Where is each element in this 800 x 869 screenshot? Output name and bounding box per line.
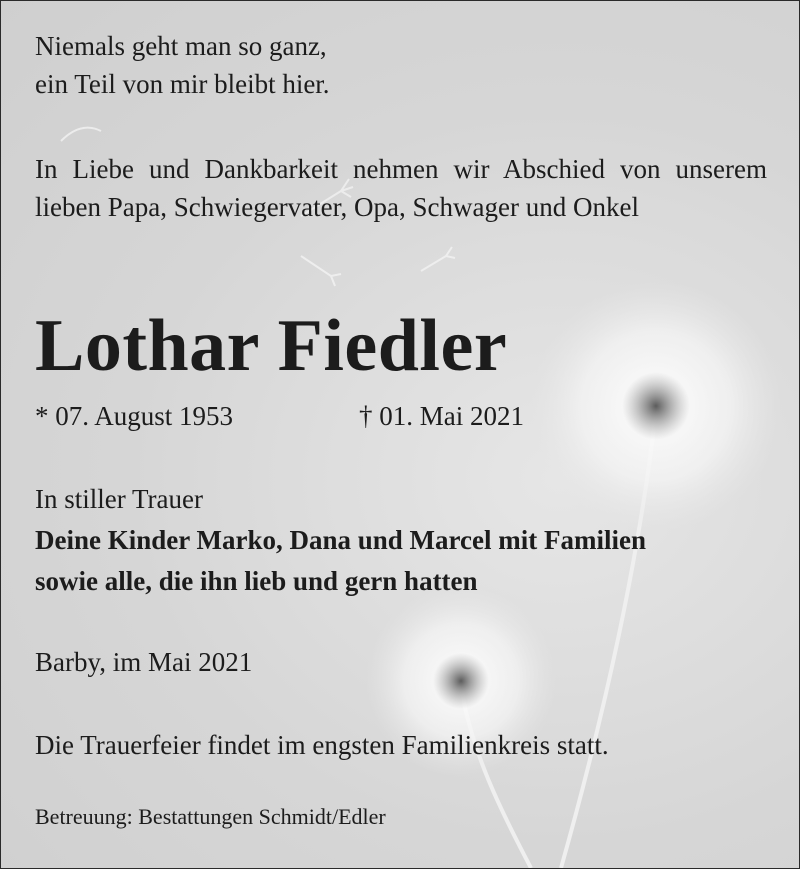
mourners-line-1: Deine Kinder Marko, Dana und Marcel mit Familien — [35, 525, 646, 555]
ceremony-note: Die Trauerfeier findet im engsten Familienkreis statt. — [35, 730, 609, 760]
dandelion-large-core — [622, 372, 690, 440]
death-date: † 01. Mai 2021 — [359, 401, 524, 431]
deceased-name: Lothar Fiedler — [35, 305, 508, 387]
intro-text: In Liebe und Dankbarkeit nehmen wir Abschied von unserem lieben Papa, Schwiegervater, Opa, Schwager und Onkel — [35, 154, 767, 222]
poem-line-2: ein Teil von mir bleibt hier. — [35, 69, 330, 99]
place-date: Barby, im Mai 2021 — [35, 647, 253, 677]
mourners-line-2: sowie alle, die ihn lieb und gern hatten — [35, 566, 478, 596]
undertaker-credit: Betreuung: Bestattungen Schmidt/Edler — [35, 804, 386, 829]
dandelion-small-core — [433, 653, 489, 709]
mourners-heading: In stiller Trauer — [35, 484, 203, 514]
birth-date: * 07. August 1953 — [35, 401, 234, 431]
poem-line-1: Niemals geht man so ganz, — [35, 31, 327, 61]
